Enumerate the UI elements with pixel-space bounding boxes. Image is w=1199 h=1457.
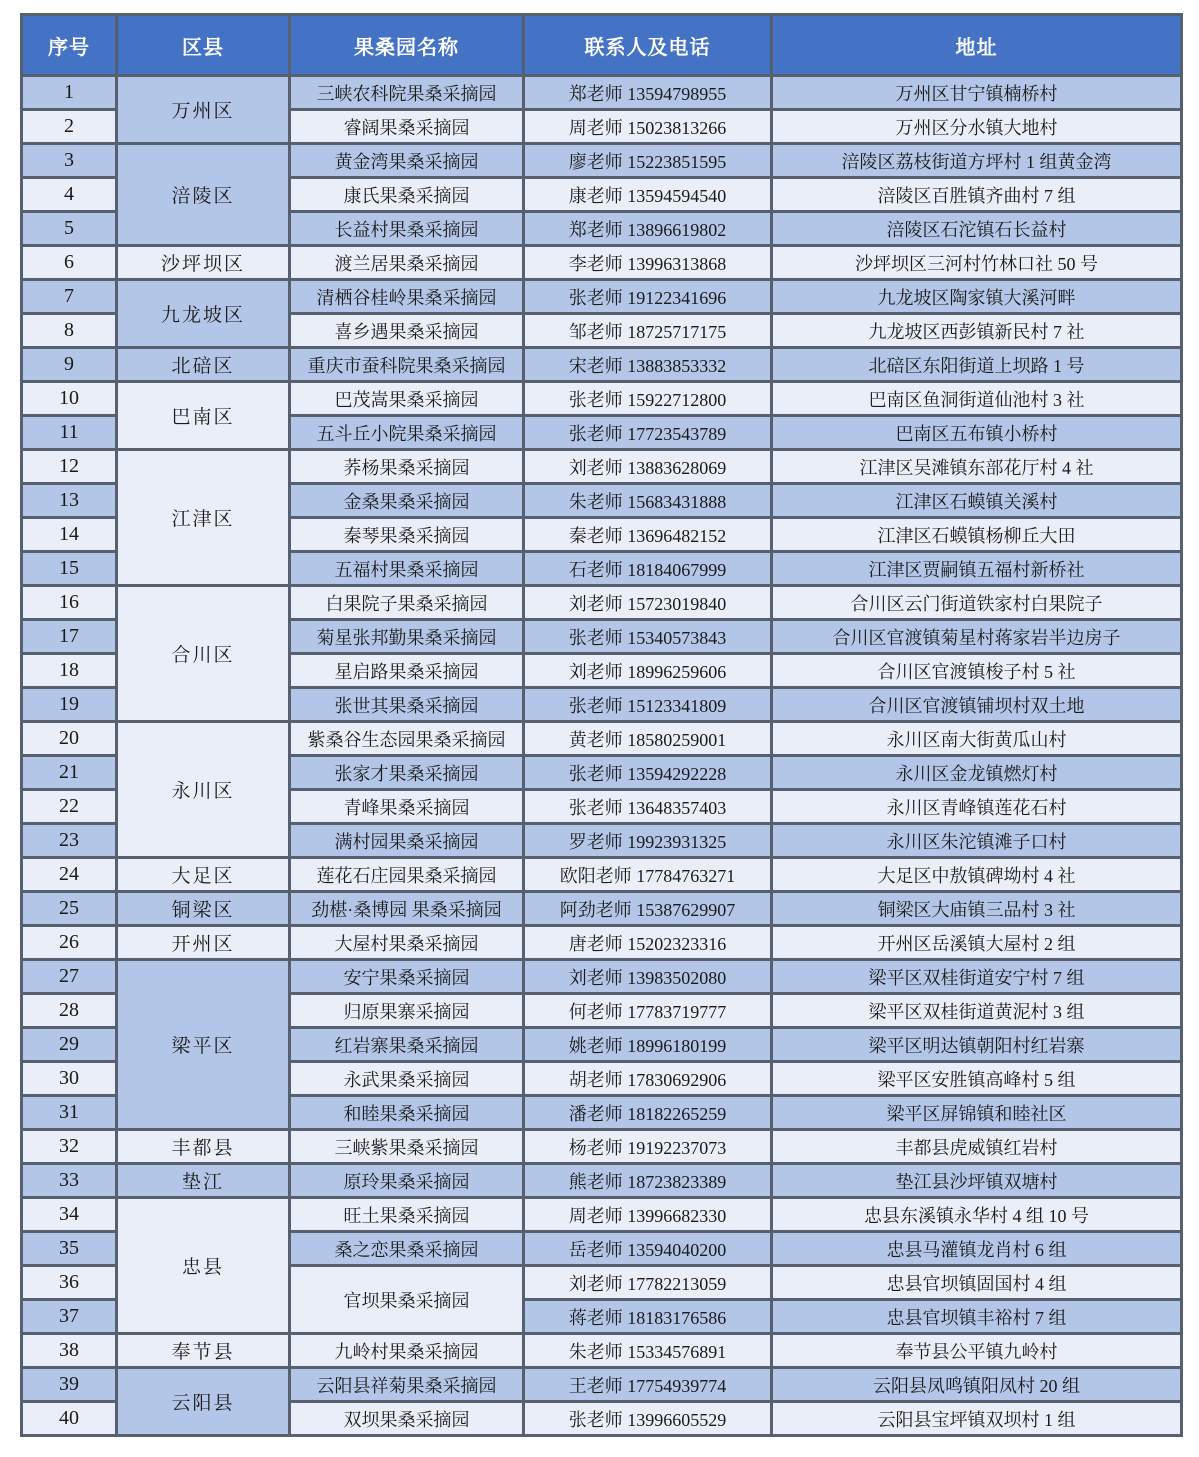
contact: 张老师 13594292228 (524, 756, 772, 790)
row-number: 15 (22, 552, 117, 586)
table-row (22, 76, 1182, 110)
address: 万州区甘宁镇楠桥村 (772, 76, 1182, 110)
address: 九龙坡区陶家镇大溪河畔 (772, 280, 1182, 314)
header-row (22, 15, 1182, 76)
contact: 张老师 13996605529 (524, 1402, 772, 1436)
contact: 张老师 19122341696 (524, 280, 772, 314)
garden-name: 双坝果桑采摘园 (290, 1402, 524, 1436)
district-cell: 九龙坡区 (117, 280, 290, 348)
district-cell: 云阳县 (117, 1368, 290, 1436)
district-cell: 巴南区 (117, 382, 290, 450)
row-number: 25 (22, 892, 117, 926)
contact: 杨老师 19192237073 (524, 1130, 772, 1164)
table-row (22, 722, 1182, 756)
row-number: 19 (22, 688, 117, 722)
contact: 刘老师 17782213059 (524, 1266, 772, 1300)
garden-name: 归原果寨采摘园 (290, 994, 524, 1028)
contact: 张老师 15123341809 (524, 688, 772, 722)
address: 沙坪坝区三河村竹林口社 50 号 (772, 246, 1182, 280)
garden-name: 劲椹·桑博园 果桑采摘园 (290, 892, 524, 926)
table-row (22, 1130, 1182, 1164)
contact: 王老师 17754939774 (524, 1368, 772, 1402)
district-cell: 垫江 (117, 1164, 290, 1198)
row-number: 3 (22, 144, 117, 178)
address: 垫江县沙坪镇双塘村 (772, 1164, 1182, 1198)
address: 合川区云门街道铁家村白果院子 (772, 586, 1182, 620)
contact: 秦老师 13696482152 (524, 518, 772, 552)
col-header-number: 序号 (22, 15, 117, 76)
contact: 宋老师 13883853332 (524, 348, 772, 382)
contact: 唐老师 15202323316 (524, 926, 772, 960)
address: 梁平区屏锦镇和睦社区 (772, 1096, 1182, 1130)
row-number: 4 (22, 178, 117, 212)
address: 巴南区五布镇小桥村 (772, 416, 1182, 450)
contact: 朱老师 15683431888 (524, 484, 772, 518)
address: 忠县马灌镇龙肖村 6 组 (772, 1232, 1182, 1266)
garden-name: 紫桑谷生态园果桑采摘园 (290, 722, 524, 756)
garden-name: 秦琴果桑采摘园 (290, 518, 524, 552)
row-number: 31 (22, 1096, 117, 1130)
row-number: 28 (22, 994, 117, 1028)
contact: 廖老师 15223851595 (524, 144, 772, 178)
garden-name: 九岭村果桑采摘园 (290, 1334, 524, 1368)
garden-name: 三峡农科院果桑采摘园 (290, 76, 524, 110)
row-number: 12 (22, 450, 117, 484)
address: 江津区贾嗣镇五福村新桥社 (772, 552, 1182, 586)
garden-name: 菊星张邦勤果桑采摘园 (290, 620, 524, 654)
address: 丰都县虎威镇红岩村 (772, 1130, 1182, 1164)
row-number: 32 (22, 1130, 117, 1164)
row-number: 36 (22, 1266, 117, 1300)
address: 梁平区双桂街道黄泥村 3 组 (772, 994, 1182, 1028)
row-number: 39 (22, 1368, 117, 1402)
contact: 姚老师 18996180199 (524, 1028, 772, 1062)
address: 云阳县宝坪镇双坝村 1 组 (772, 1402, 1182, 1436)
row-number: 20 (22, 722, 117, 756)
district-cell: 万州区 (117, 76, 290, 144)
contact: 张老师 13648357403 (524, 790, 772, 824)
address: 梁平区双桂街道安宁村 7 组 (772, 960, 1182, 994)
district-cell: 江津区 (117, 450, 290, 586)
district-cell: 大足区 (117, 858, 290, 892)
row-number: 14 (22, 518, 117, 552)
contact: 郑老师 13594798955 (524, 76, 772, 110)
row-number: 27 (22, 960, 117, 994)
garden-name: 黄金湾果桑采摘园 (290, 144, 524, 178)
address: 永川区青峰镇莲花石村 (772, 790, 1182, 824)
row-number: 22 (22, 790, 117, 824)
contact: 胡老师 17830692906 (524, 1062, 772, 1096)
garden-name: 云阳县祥菊果桑采摘园 (290, 1368, 524, 1402)
contact: 熊老师 18723823389 (524, 1164, 772, 1198)
row-number: 11 (22, 416, 117, 450)
address: 奉节县公平镇九岭村 (772, 1334, 1182, 1368)
col-header-garden-name: 果桑园名称 (290, 15, 524, 76)
garden-name: 金桑果桑采摘园 (290, 484, 524, 518)
contact: 朱老师 15334576891 (524, 1334, 772, 1368)
row-number: 21 (22, 756, 117, 790)
address: 合川区官渡镇梭子村 5 社 (772, 654, 1182, 688)
address: 合川区官渡镇菊星村蒋家岩半边房子 (772, 620, 1182, 654)
garden-name: 旺土果桑采摘园 (290, 1198, 524, 1232)
contact: 潘老师 18182265259 (524, 1096, 772, 1130)
address: 涪陵区荔枝街道方坪村 1 组黄金湾 (772, 144, 1182, 178)
contact: 张老师 15922712800 (524, 382, 772, 416)
table-row (22, 144, 1182, 178)
col-header-contact: 联系人及电话 (524, 15, 772, 76)
garden-name: 青峰果桑采摘园 (290, 790, 524, 824)
table-row (22, 1164, 1182, 1198)
contact: 石老师 18184067999 (524, 552, 772, 586)
garden-name: 桑之恋果桑采摘园 (290, 1232, 524, 1266)
address: 铜梁区大庙镇三品村 3 社 (772, 892, 1182, 926)
garden-name: 荞杨果桑采摘园 (290, 450, 524, 484)
garden-name: 重庆市蚕科院果桑采摘园 (290, 348, 524, 382)
garden-name: 和睦果桑采摘园 (290, 1096, 524, 1130)
table-row (22, 246, 1182, 280)
garden-name: 安宁果桑采摘园 (290, 960, 524, 994)
row-number: 2 (22, 110, 117, 144)
garden-name: 大屋村果桑采摘园 (290, 926, 524, 960)
address: 涪陵区石沱镇石长益村 (772, 212, 1182, 246)
address: 永川区南大街黄瓜山村 (772, 722, 1182, 756)
table-row (22, 1334, 1182, 1368)
row-number: 9 (22, 348, 117, 382)
address: 合川区官渡镇铺坝村双土地 (772, 688, 1182, 722)
row-number: 18 (22, 654, 117, 688)
contact: 蒋老师 18183176586 (524, 1300, 772, 1334)
garden-name: 五斗丘小院果桑采摘园 (290, 416, 524, 450)
contact: 刘老师 18996259606 (524, 654, 772, 688)
contact: 周老师 13996682330 (524, 1198, 772, 1232)
row-number: 33 (22, 1164, 117, 1198)
address: 大足区中敖镇碑坳村 4 社 (772, 858, 1182, 892)
address: 梁平区明达镇朝阳村红岩寨 (772, 1028, 1182, 1062)
row-number: 17 (22, 620, 117, 654)
contact: 岳老师 13594040200 (524, 1232, 772, 1266)
contact: 黄老师 18580259001 (524, 722, 772, 756)
row-number: 16 (22, 586, 117, 620)
contact: 郑老师 13896619802 (524, 212, 772, 246)
row-number: 26 (22, 926, 117, 960)
garden-name: 原玲果桑采摘园 (290, 1164, 524, 1198)
garden-name: 康氏果桑采摘园 (290, 178, 524, 212)
row-number: 24 (22, 858, 117, 892)
district-cell: 开州区 (117, 926, 290, 960)
garden-name: 永武果桑采摘园 (290, 1062, 524, 1096)
district-cell: 奉节县 (117, 1334, 290, 1368)
row-number: 10 (22, 382, 117, 416)
address: 永川区金龙镇燃灯村 (772, 756, 1182, 790)
district-cell: 合川区 (117, 586, 290, 722)
mulberry-gardens-table (20, 13, 1183, 1437)
row-number: 1 (22, 76, 117, 110)
garden-name: 三峡紫果桑采摘园 (290, 1130, 524, 1164)
col-header-address: 地址 (772, 15, 1182, 76)
table-row (22, 348, 1182, 382)
row-number: 37 (22, 1300, 117, 1334)
contact: 张老师 15340573843 (524, 620, 772, 654)
contact: 刘老师 13983502080 (524, 960, 772, 994)
table-row (22, 382, 1182, 416)
district-cell: 丰都县 (117, 1130, 290, 1164)
row-number: 13 (22, 484, 117, 518)
address: 梁平区安胜镇高峰村 5 组 (772, 1062, 1182, 1096)
garden-name: 白果院子果桑采摘园 (290, 586, 524, 620)
address: 巴南区鱼洞街道仙池村 3 社 (772, 382, 1182, 416)
row-number: 30 (22, 1062, 117, 1096)
row-number: 23 (22, 824, 117, 858)
garden-name: 张家才果桑采摘园 (290, 756, 524, 790)
garden-name-merged: 官坝果桑采摘园 (290, 1266, 524, 1334)
district-cell: 铜梁区 (117, 892, 290, 926)
district-cell: 忠县 (117, 1198, 290, 1334)
contact: 刘老师 13883628069 (524, 450, 772, 484)
contact: 康老师 13594594540 (524, 178, 772, 212)
address: 九龙坡区西彭镇新民村 7 社 (772, 314, 1182, 348)
row-number: 38 (22, 1334, 117, 1368)
district-cell: 北碚区 (117, 348, 290, 382)
contact: 李老师 13996313868 (524, 246, 772, 280)
address: 云阳县凤鸣镇阳凤村 20 组 (772, 1368, 1182, 1402)
garden-name: 红岩寨果桑采摘园 (290, 1028, 524, 1062)
table-row (22, 858, 1182, 892)
address: 忠县官坝镇丰裕村 7 组 (772, 1300, 1182, 1334)
garden-name: 睿阔果桑采摘园 (290, 110, 524, 144)
district-cell: 梁平区 (117, 960, 290, 1130)
row-number: 7 (22, 280, 117, 314)
table-row (22, 280, 1182, 314)
garden-name: 渡兰居果桑采摘园 (290, 246, 524, 280)
address: 忠县官坝镇固国村 4 组 (772, 1266, 1182, 1300)
contact: 欧阳老师 17784763271 (524, 858, 772, 892)
address: 永川区朱沱镇滩子口村 (772, 824, 1182, 858)
contact: 刘老师 15723019840 (524, 586, 772, 620)
garden-name: 长益村果桑采摘园 (290, 212, 524, 246)
garden-name: 巴茂嵩果桑采摘园 (290, 382, 524, 416)
row-number: 34 (22, 1198, 117, 1232)
address: 北碚区东阳街道上坝路 1 号 (772, 348, 1182, 382)
table-row (22, 1368, 1182, 1402)
row-number: 40 (22, 1402, 117, 1436)
row-number: 6 (22, 246, 117, 280)
contact: 何老师 17783719777 (524, 994, 772, 1028)
garden-name: 喜乡遇果桑采摘园 (290, 314, 524, 348)
contact: 罗老师 19923931325 (524, 824, 772, 858)
table-row (22, 586, 1182, 620)
district-cell: 永川区 (117, 722, 290, 858)
row-number: 8 (22, 314, 117, 348)
district-cell: 沙坪坝区 (117, 246, 290, 280)
row-number: 35 (22, 1232, 117, 1266)
address: 江津区石蟆镇关溪村 (772, 484, 1182, 518)
garden-name: 星启路果桑采摘园 (290, 654, 524, 688)
garden-name: 满村园果桑采摘园 (290, 824, 524, 858)
address: 江津区吴滩镇东部花厅村 4 社 (772, 450, 1182, 484)
table-row (22, 450, 1182, 484)
row-number: 29 (22, 1028, 117, 1062)
table-row (22, 926, 1182, 960)
garden-name: 五福村果桑采摘园 (290, 552, 524, 586)
address: 忠县东溪镇永华村 4 组 10 号 (772, 1198, 1182, 1232)
address: 涪陵区百胜镇齐曲村 7 组 (772, 178, 1182, 212)
col-header-district: 区县 (117, 15, 290, 76)
address: 万州区分水镇大地村 (772, 110, 1182, 144)
contact: 周老师 15023813266 (524, 110, 772, 144)
address: 开州区岳溪镇大屋村 2 组 (772, 926, 1182, 960)
table-row (22, 1198, 1182, 1232)
contact: 张老师 17723543789 (524, 416, 772, 450)
address: 江津区石蟆镇杨柳丘大田 (772, 518, 1182, 552)
contact: 阿劲老师 15387629907 (524, 892, 772, 926)
district-cell: 涪陵区 (117, 144, 290, 246)
garden-name: 莲花石庄园果桑采摘园 (290, 858, 524, 892)
row-number: 5 (22, 212, 117, 246)
table-row (22, 960, 1182, 994)
garden-name: 清栖谷桂岭果桑采摘园 (290, 280, 524, 314)
garden-name: 张世其果桑采摘园 (290, 688, 524, 722)
table-row (22, 892, 1182, 926)
contact: 邹老师 18725717175 (524, 314, 772, 348)
